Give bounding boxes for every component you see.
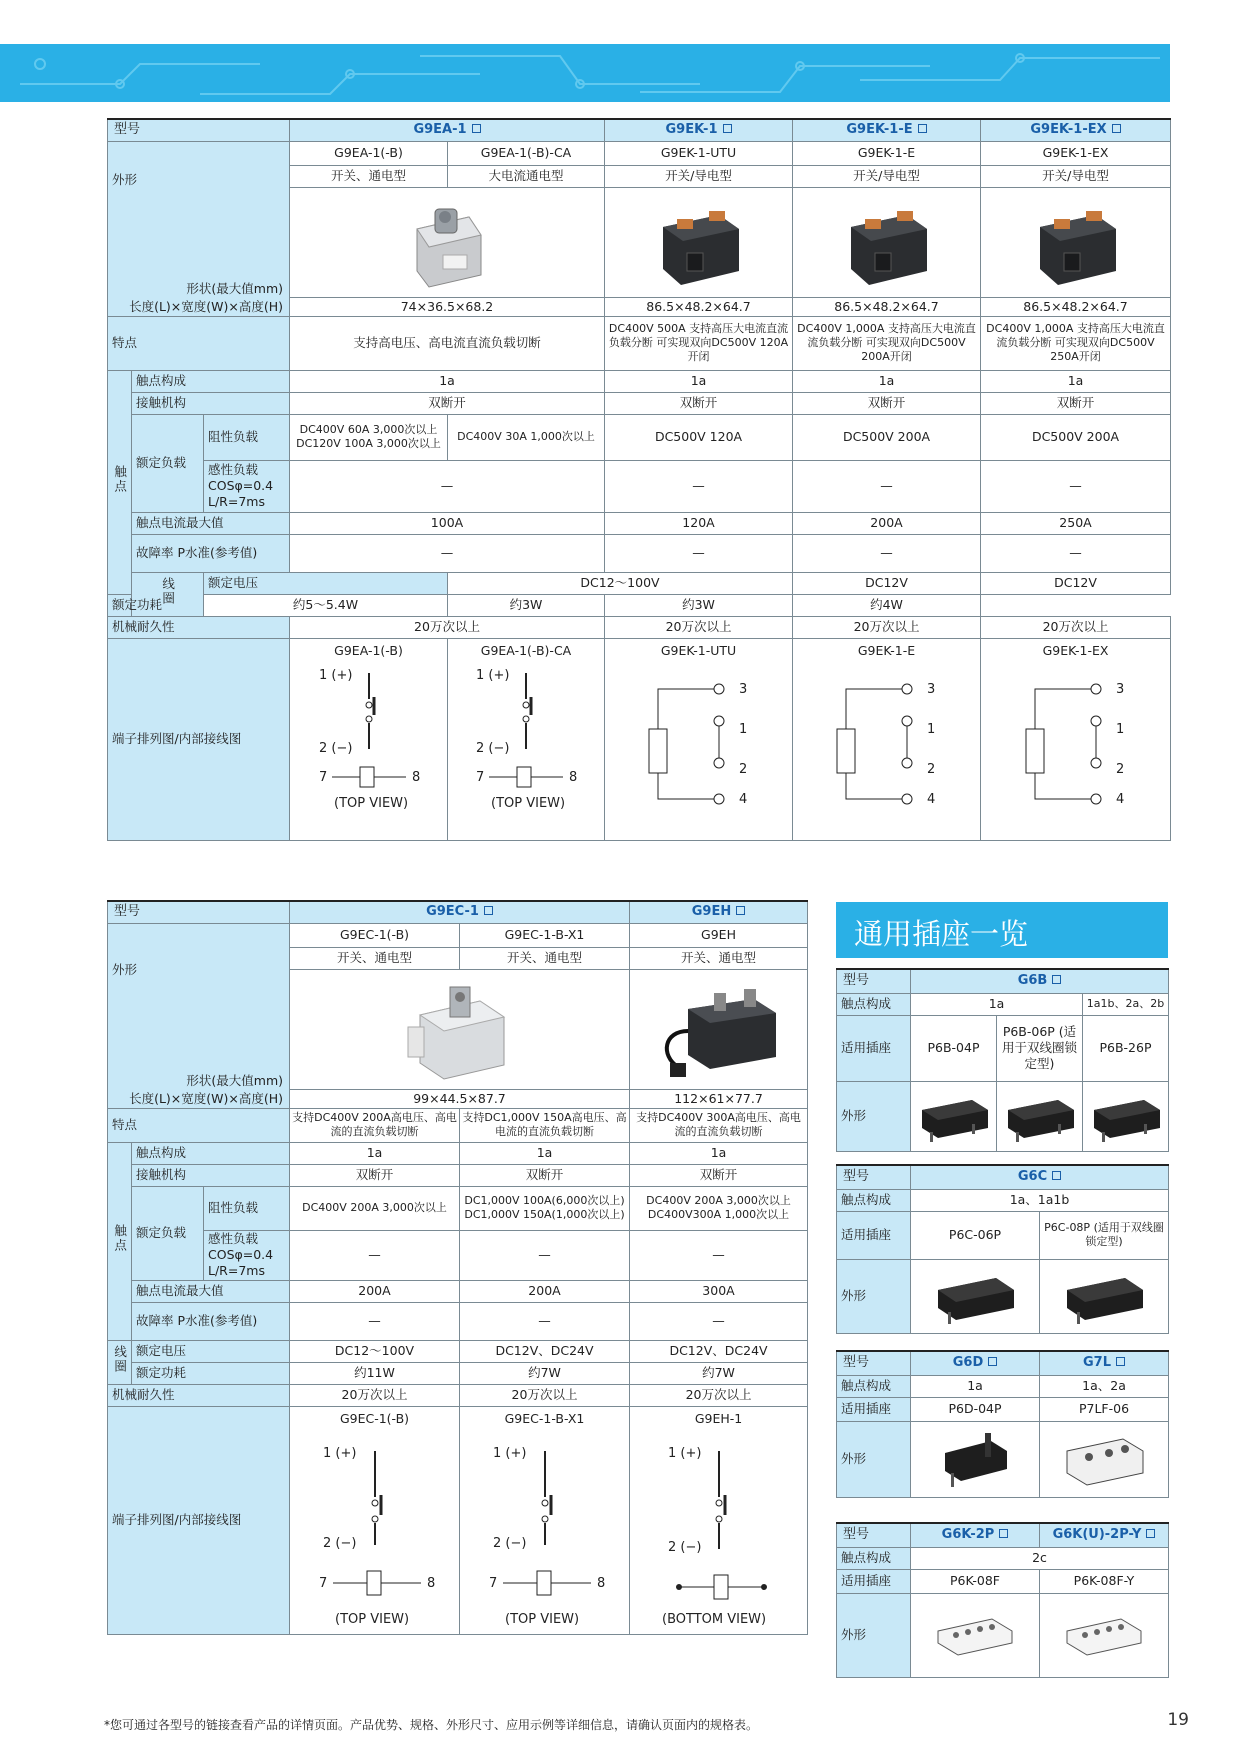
socket-image — [1040, 1593, 1169, 1677]
product-image-g9ek-1 — [605, 187, 793, 298]
socket-image — [1040, 1259, 1169, 1333]
appearance-label: 外形 — [837, 1421, 911, 1497]
socket-image — [997, 1081, 1083, 1151]
model-label: 型号 — [837, 1165, 911, 1189]
external-link-icon[interactable] — [484, 906, 493, 915]
dims-cell: 86.5×48.2×64.7 — [981, 298, 1171, 316]
max-current-cell: 120A — [605, 512, 793, 534]
model-g9ea-1[interactable]: G9EA-1 — [290, 119, 605, 141]
rated-load-label: 额定负载 — [132, 414, 204, 512]
external-link-icon[interactable] — [1052, 975, 1061, 984]
rated-voltage-label: 额定电压 — [132, 1340, 290, 1362]
svg-text:3: 3 — [1115, 681, 1124, 697]
product-image-g9ek-1-ex — [981, 187, 1171, 298]
svg-text:1: 1 — [738, 721, 747, 737]
appearance-label: 外形 — [837, 1259, 911, 1333]
socket-image — [911, 1081, 997, 1151]
feature-cell: DC400V 500A 支持高压大电流直流负载分断 可实现双向DC500V 120A开闭 — [605, 316, 793, 370]
rated-power-cell: 约4W — [793, 594, 981, 616]
svg-text:2 (−): 2 (−) — [322, 1535, 356, 1551]
svg-text:(TOP VIEW): (TOP VIEW) — [504, 1611, 579, 1627]
mech-cell: 20万次以上 — [605, 616, 793, 638]
socket-image — [1083, 1081, 1169, 1151]
terminal-diagram-g9ea-1-b-ca: G9EA-1(-B)-CA 1 (+) 2 (−) 7 8 (TOP VIEW) — [448, 638, 605, 840]
model-g9ec-1[interactable]: G9EC-1 — [290, 901, 630, 923]
resistive-cell: DC400V 30A 1,000次以上 — [448, 414, 605, 460]
rated-voltage-cell: DC12V — [981, 572, 1171, 594]
contact-label: 触点构成 — [837, 993, 911, 1015]
max-current-cell: 200A — [793, 512, 981, 534]
socket-table-g6k — [836, 1522, 1169, 1678]
svg-text:8: 8 — [426, 1575, 435, 1591]
rated-power-cell: 约7W — [630, 1362, 808, 1384]
failure-cell: — — [290, 534, 605, 572]
resistive-label: 阻性负载 — [204, 1186, 290, 1230]
mech-label: 机械耐久性 — [108, 1384, 290, 1406]
variant-cell: G9EA-1(-B) — [290, 141, 448, 165]
contact-mech-cell: 双断开 — [290, 1164, 460, 1186]
page-number: 19 — [1167, 1710, 1189, 1730]
resistive-cell: DC400V 200A 3,000次以上 DC400V300A 1,000次以上 — [630, 1186, 808, 1230]
svg-text:7: 7 — [318, 769, 327, 785]
resistive-label: 阻性负载 — [204, 414, 290, 460]
inductive-cell: — — [793, 460, 981, 512]
sockets-title-bar: 通用插座一览 — [836, 902, 1168, 958]
external-link-icon[interactable] — [723, 124, 732, 133]
external-link-icon[interactable] — [1116, 1357, 1125, 1366]
contact-form-label: 触点构成 — [132, 1142, 290, 1164]
inductive-cell: — — [290, 460, 605, 512]
type-cell: 开关/导电型 — [981, 165, 1171, 187]
svg-text:2 (−): 2 (−) — [492, 1535, 526, 1551]
model-g9ek-1-e[interactable]: G9EK-1-E — [793, 119, 981, 141]
inductive-cell: — — [981, 460, 1171, 512]
rated-power-cell: 约3W — [605, 594, 793, 616]
product-image-g9ea — [290, 187, 605, 298]
contact-form-cell: 1a — [290, 1142, 460, 1164]
relay-spec-table-1 — [107, 118, 1171, 841]
failure-cell: — — [290, 1302, 460, 1340]
max-current-cell: 200A — [290, 1280, 460, 1302]
svg-text:2 (−): 2 (−) — [476, 740, 510, 756]
socket-cell: P6D-04P — [911, 1397, 1040, 1421]
contact-cell: 1a、1a1b — [911, 1189, 1169, 1211]
dims-cell: 86.5×48.2×64.7 — [605, 298, 793, 316]
resistive-cell: DC1,000V 100A(6,000次以上) DC1,000V 150A(1,000次以上) — [460, 1186, 630, 1230]
rated-voltage-label: 额定电压 — [204, 572, 448, 594]
terminal-diagram-g9ec-1-b: G9EC-1(-B) 1 (+) 2 (−) 7 8 (TOP VIEW) — [290, 1406, 460, 1634]
socket-cell: P6K-08F — [911, 1569, 1040, 1593]
svg-text:2: 2 — [738, 761, 747, 777]
type-cell: 开关、通电型 — [290, 165, 448, 187]
contact-form-cell: 1a — [460, 1142, 630, 1164]
inductive-cell: — — [460, 1230, 630, 1280]
appearance-header: 外形 形状(最大值mm) 长度(L)×宽度(W)×高度(H) — [108, 923, 290, 1108]
contact-form-cell: 1a — [605, 370, 793, 392]
socket-image — [911, 1421, 1040, 1497]
contact-cell: 2c — [911, 1547, 1169, 1569]
contact-label: 触点构成 — [837, 1375, 911, 1397]
mech-cell: 20万次以上 — [290, 1384, 460, 1406]
resistive-cell: DC500V 200A — [793, 414, 981, 460]
failure-cell: — — [460, 1302, 630, 1340]
svg-text:(TOP VIEW): (TOP VIEW) — [334, 1611, 409, 1627]
feature-cell: DC400V 1,000A 支持高压大电流直流负载分断 可实现双向DC500V 250A开闭 — [981, 316, 1171, 370]
variant-cell: G9EK-1-EX — [981, 141, 1171, 165]
type-cell: 开关/导电型 — [793, 165, 981, 187]
svg-text:1 (+): 1 (+) — [322, 1445, 356, 1461]
appearance-label: 外形 — [837, 1593, 911, 1677]
svg-text:1 (+): 1 (+) — [492, 1445, 526, 1461]
socket-image — [1040, 1421, 1169, 1497]
inductive-cell: — — [290, 1230, 460, 1280]
socket-cell: P7LF-06 — [1040, 1397, 1169, 1421]
contact-form-cell: 1a — [981, 370, 1171, 392]
rated-power-label: 额定功耗 — [108, 594, 204, 616]
rated-power-label: 额定功耗 — [132, 1362, 290, 1384]
terminal-diagram-g9ek-1-utu: G9EK-1-UTU 3 1 2 4 — [605, 638, 793, 840]
svg-text:8: 8 — [596, 1575, 605, 1591]
resistive-cell: DC500V 120A — [605, 414, 793, 460]
external-link-icon[interactable] — [472, 124, 481, 133]
mech-cell: 20万次以上 — [290, 616, 605, 638]
feature-cell: 支持DC400V 300A高电压、高电流的直流负载切断 — [630, 1108, 808, 1142]
svg-text:1 (+): 1 (+) — [476, 667, 510, 683]
svg-text:3: 3 — [738, 681, 747, 697]
socket-label: 适用插座 — [837, 1015, 911, 1081]
model-g9ek-1-ex[interactable]: G9EK-1-EX — [981, 119, 1171, 141]
svg-text:1 (+): 1 (+) — [667, 1445, 701, 1461]
feature-header: 特点 — [108, 1108, 290, 1142]
feature-cell: 支持高电压、高电流直流负载切断 — [290, 316, 605, 370]
terminal-diagram-g9ek-1-e: G9EK-1-E 3 1 2 4 — [793, 638, 981, 840]
model-label: 型号 — [837, 1351, 911, 1375]
external-link-icon[interactable] — [988, 1357, 997, 1366]
rated-voltage-cell: DC12～100V — [448, 572, 793, 594]
contact-form-cell: 1a — [793, 370, 981, 392]
terminal-diagram-g9ek-1-ex: G9EK-1-EX 3 1 2 4 — [981, 638, 1171, 840]
terminal-label: 端子排列图/内部接线图 — [108, 638, 290, 840]
socket-image — [911, 1259, 1040, 1333]
socket-cell: P6K-08F-Y — [1040, 1569, 1169, 1593]
svg-text:2: 2 — [1115, 761, 1124, 777]
circuit-pattern-decoration — [0, 44, 1170, 102]
max-current-cell: 200A — [460, 1280, 630, 1302]
rated-power-cell: 约7W — [460, 1362, 630, 1384]
external-link-icon[interactable] — [999, 1529, 1008, 1538]
contact-label: 触点构成 — [837, 1189, 911, 1211]
contact-cell: 1a — [911, 993, 1083, 1015]
dims-cell: 99×44.5×87.7 — [290, 1090, 630, 1108]
contact-group-header: 触点 — [108, 370, 132, 594]
inductive-label: 感性负载 COSφ=0.4 L/R=7ms — [204, 460, 290, 512]
max-current-label: 触点电流最大值 — [132, 512, 290, 534]
variant-cell: G9EH — [630, 923, 808, 947]
inductive-label: 感性负载 COSφ=0.4 L/R=7ms — [204, 1230, 290, 1280]
svg-text:8: 8 — [569, 769, 578, 785]
contact-form-cell: 1a — [290, 370, 605, 392]
svg-text:(BOTTOM VIEW): (BOTTOM VIEW) — [661, 1611, 766, 1627]
external-link-icon[interactable] — [1146, 1529, 1155, 1538]
socket-label: 适用插座 — [837, 1397, 911, 1421]
socket-cell: P6B-06P (适用于双线圈锁定型) — [997, 1015, 1083, 1081]
svg-text:7: 7 — [488, 1575, 497, 1591]
max-current-cell: 100A — [290, 512, 605, 534]
product-image-g9ek-1-e — [793, 187, 981, 298]
socket-table-g6b — [836, 968, 1169, 1152]
external-link-icon[interactable] — [1052, 1171, 1061, 1180]
model-label: 型号 — [837, 1523, 911, 1547]
failure-label: 故障率 P水准(参考值) — [132, 534, 290, 572]
resistive-cell: DC500V 200A — [981, 414, 1171, 460]
socket-cell: P6B-04P — [911, 1015, 997, 1081]
failure-cell: — — [630, 1302, 808, 1340]
type-cell: 开关/导电型 — [605, 165, 793, 187]
resistive-cell: DC400V 200A 3,000次以上 — [290, 1186, 460, 1230]
coil-group-header: 线圈 — [108, 1340, 132, 1384]
rated-voltage-cell: DC12V — [793, 572, 981, 594]
external-link-icon[interactable] — [918, 124, 927, 133]
contact-mech-cell: 双断开 — [630, 1164, 808, 1186]
feature-header: 特点 — [108, 316, 290, 370]
failure-cell: — — [793, 534, 981, 572]
rated-voltage-cell: DC12V、DC24V — [460, 1340, 630, 1362]
svg-text:7: 7 — [476, 769, 485, 785]
contact-form-label: 触点构成 — [132, 370, 290, 392]
socket-image — [911, 1593, 1040, 1677]
socket-cell: P6B-26P — [1083, 1015, 1169, 1081]
socket-model-g6b[interactable]: G6B — [911, 969, 1169, 993]
socket-model-g7l[interactable]: G7L — [1040, 1351, 1169, 1375]
coil-group-header: 线圈 — [132, 572, 204, 616]
model-g9eh[interactable]: G9EH — [630, 901, 808, 923]
variant-cell: G9EA-1(-B)-CA — [448, 141, 605, 165]
mech-label: 机械耐久性 — [108, 616, 290, 638]
rated-power-cell: 约5～5.4W — [204, 594, 448, 616]
appearance-header: 外形 形状(最大值mm) 长度(L)×宽度(W)×高度(H) — [108, 141, 290, 316]
max-current-cell: 250A — [981, 512, 1171, 534]
contact-mech-cell: 双断开 — [605, 392, 793, 414]
svg-text:2 (−): 2 (−) — [318, 740, 352, 756]
type-cell: 开关、通电型 — [630, 947, 808, 969]
contact-cell: 1a、2a — [1040, 1375, 1169, 1397]
type-cell: 开关、通电型 — [460, 947, 630, 969]
rated-voltage-cell: DC12～100V — [290, 1340, 460, 1362]
contact-mech-cell: 双断开 — [460, 1164, 630, 1186]
model-g9ek-1[interactable]: G9EK-1 — [605, 119, 793, 141]
contact-label: 触点构成 — [837, 1547, 911, 1569]
socket-cell: P6C-06P — [911, 1211, 1040, 1259]
variant-cell: G9EK-1-UTU — [605, 141, 793, 165]
mech-cell: 20万次以上 — [981, 616, 1171, 638]
socket-model-g6k-u-2p-y[interactable]: G6K(U)-2P-Y — [1040, 1523, 1169, 1547]
dims-cell: 112×61×77.7 — [630, 1090, 808, 1108]
svg-text:4: 4 — [738, 791, 747, 807]
socket-cell: P6C-08P (适用于双线圈锁定型) — [1040, 1211, 1169, 1259]
mech-cell: 20万次以上 — [793, 616, 981, 638]
rated-load-label: 额定负载 — [132, 1186, 204, 1280]
failure-cell: — — [605, 534, 793, 572]
terminal-label: 端子排列图/内部接线图 — [108, 1406, 290, 1634]
product-image-g9eh — [630, 969, 808, 1090]
socket-table-g6c — [836, 1164, 1169, 1334]
failure-label: 故障率 P水准(参考值) — [132, 1302, 290, 1340]
svg-text:4: 4 — [1115, 791, 1124, 807]
svg-text:2: 2 — [926, 761, 935, 777]
mech-cell: 20万次以上 — [460, 1384, 630, 1406]
svg-text:7: 7 — [318, 1575, 327, 1591]
variant-cell: G9EC-1-B-X1 — [460, 923, 630, 947]
model-label: 型号 — [108, 901, 290, 923]
type-cell: 开关、通电型 — [290, 947, 460, 969]
rated-power-cell: 约11W — [290, 1362, 460, 1384]
max-current-label: 触点电流最大值 — [132, 1280, 290, 1302]
contact-mech-cell: 双断开 — [981, 392, 1171, 414]
inductive-cell: — — [630, 1230, 808, 1280]
contact-form-cell: 1a — [630, 1142, 808, 1164]
socket-model-g6k-2p[interactable]: G6K-2P — [911, 1523, 1040, 1547]
svg-text:(TOP VIEW): (TOP VIEW) — [491, 795, 566, 809]
socket-model-g6c[interactable]: G6C — [911, 1165, 1169, 1189]
svg-text:1 (+): 1 (+) — [318, 667, 352, 683]
header-banner — [0, 44, 1170, 102]
contact-mech-label: 接触机构 — [132, 392, 290, 414]
contact-mech-cell: 双断开 — [793, 392, 981, 414]
dims-cell: 86.5×48.2×64.7 — [793, 298, 981, 316]
model-label: 型号 — [837, 969, 911, 993]
contact-cell: 1a — [911, 1375, 1040, 1397]
svg-text:1: 1 — [926, 721, 935, 737]
feature-cell: 支持DC400V 200A高电压、高电流的直流负载切断 — [290, 1108, 460, 1142]
external-link-icon[interactable] — [736, 906, 745, 915]
terminal-diagram-g9ea-1-b: G9EA-1(-B) 1 (+) 2 (−) 7 8 (TOP VIEW) — [290, 638, 448, 840]
rated-voltage-cell: DC12V、DC24V — [630, 1340, 808, 1362]
svg-text:4: 4 — [926, 791, 935, 807]
dims-cell: 74×36.5×68.2 — [290, 298, 605, 316]
appearance-label: 外形 — [837, 1081, 911, 1151]
svg-text:8: 8 — [411, 769, 420, 785]
terminal-diagram-g9eh-1: G9EH-1 1 (+) 2 (−) (BOTTOM VIEW) — [630, 1406, 808, 1634]
contact-group-header: 触点 — [108, 1142, 132, 1340]
max-current-cell: 300A — [630, 1280, 808, 1302]
product-image-g9ec-1 — [290, 969, 630, 1090]
contact-mech-label: 接触机构 — [132, 1164, 290, 1186]
feature-cell: 支持DC1,000V 150A高电压、高电流的直流负载切断 — [460, 1108, 630, 1142]
socket-model-g6d[interactable]: G6D — [911, 1351, 1040, 1375]
variant-cell: G9EC-1(-B) — [290, 923, 460, 947]
relay-spec-table-2 — [107, 900, 808, 1635]
resistive-cell: DC400V 60A 3,000次以上 DC120V 100A 3,000次以上 — [290, 414, 448, 460]
contact-cell: 1a1b、2a、2b — [1083, 993, 1169, 1015]
svg-text:1: 1 — [1115, 721, 1124, 737]
terminal-diagram-g9ec-1-b-x1: G9EC-1-B-X1 1 (+) 2 (−) 7 8 (TOP VIEW) — [460, 1406, 630, 1634]
type-cell: 大电流通电型 — [448, 165, 605, 187]
mech-cell: 20万次以上 — [630, 1384, 808, 1406]
svg-text:(TOP VIEW): (TOP VIEW) — [333, 795, 408, 809]
contact-mech-cell: 双断开 — [290, 392, 605, 414]
socket-table-g6d-g7l — [836, 1350, 1169, 1498]
model-label: 型号 — [108, 119, 290, 141]
svg-text:3: 3 — [926, 681, 935, 697]
socket-label: 适用插座 — [837, 1211, 911, 1259]
external-link-icon[interactable] — [1112, 124, 1121, 133]
rated-power-cell: 约3W — [448, 594, 605, 616]
footer-note: *您可通过各型号的链接查看产品的详情页面。产品优势、规格、外形尺寸、应用示例等详细信息，请确认页面内的规格表。 — [104, 1718, 759, 1732]
variant-cell: G9EK-1-E — [793, 141, 981, 165]
svg-text:2 (−): 2 (−) — [667, 1539, 701, 1555]
failure-cell: — — [981, 534, 1171, 572]
socket-label: 适用插座 — [837, 1569, 911, 1593]
feature-cell: DC400V 1,000A 支持高压大电流直流负载分断 可实现双向DC500V 200A开闭 — [793, 316, 981, 370]
inductive-cell: — — [605, 460, 793, 512]
